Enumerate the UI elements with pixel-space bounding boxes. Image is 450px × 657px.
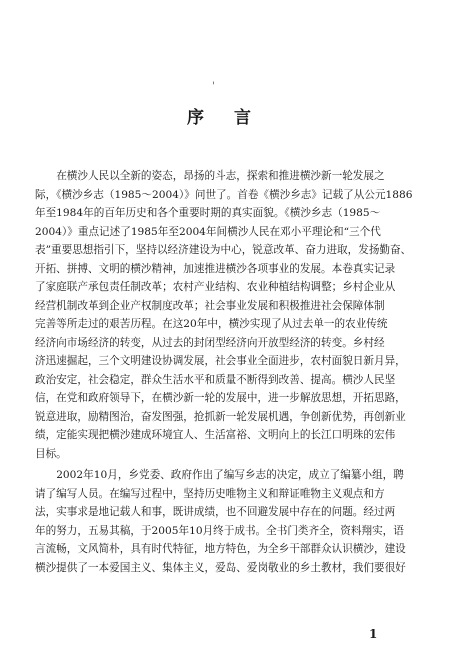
text-line: 2004）》重点记述了1985年至2004年间横沙人民在邓小平理论和“三个代 <box>35 225 381 238</box>
text-line: 信，在党和政府领导下，在横沙新一轮的发展中，进一步解放思想，开拓思路， <box>35 392 406 404</box>
text-line: 经济向市场经济的转变，从过去的封闭型经济向开放型经济的转变。乡村经 <box>35 336 385 349</box>
text-line: 际，《横沙乡志（1985～2004）》问世了。首卷《横沙乡志》记载了从公元1886 <box>35 188 413 201</box>
text-line: 年至1984年的百年历史和各个重要时期的真实面貌。《横沙乡志（1985～ <box>35 207 381 219</box>
text-line: 言流畅，文风简朴，具有时代特征，地方特色，为全乡干部群众认识横沙，建设 <box>35 543 406 555</box>
text-line: 在横沙人民以全新的姿态，昂扬的斗志，探索和推进横沙新一轮发展之 <box>56 170 385 182</box>
text-line: 请了编写人员。在编写过程中，坚持历史唯物主义和辩证唯物主义观点和方 <box>35 487 385 500</box>
text-line: 开拓、拼搏、文明的横沙精神，加速推进横沙各项事业的发展。本卷真实记录 <box>35 262 396 275</box>
text-line: 表”重要思想指引下，坚持以经济建设为中心，锐意改革、奋力进取，发扬勤奋、 <box>35 244 412 256</box>
text-line: 横沙提供了一本爱国主义、集体主义，爱岛、爱岗敬业的乡土教材，我们要很好 <box>35 561 406 574</box>
page-title: 序 言 <box>187 108 263 128</box>
text-line: 了家庭联产承包责任制改革；农村产业结构、农业种植结构调整；乡村企业从 <box>35 281 396 293</box>
text-line: 年的努力，五易其稿，于2005年10月终于成书。全书门类齐全，资料翔实，语 <box>35 524 404 537</box>
page-number: 1 <box>369 627 378 641</box>
text-line: 2002年10月，乡党委、政府作出了编写乡志的决定，成立了编纂小组，聘 <box>56 469 404 481</box>
text-line: 锐意进取，励精图治，奋发图强，抢抓新一轮发展机遇，争创新优势，再创新业 <box>35 410 406 423</box>
paragraph-1 <box>35 167 413 463</box>
preface-body <box>35 167 413 577</box>
text-line: 济迅速掘起，三个文明建设协调发展，社会事业全面进步，农村面貌日新月异， <box>35 355 406 367</box>
paragraph-2 <box>35 466 406 577</box>
text-line: 政治安定，社会稳定，群众生活水平和质量不断得到改善、提高。横沙人民坚 <box>35 373 396 386</box>
text-line: 法，实事求是地记载人和事，既讲成绩，也不回避发展中存在的问题。经过两 <box>35 506 396 518</box>
text-line: 经营机制改革到企业产权制度改革；社会事业发展和积极推进社会保障体制 <box>35 299 385 312</box>
text-line: 绩，定能实现把横沙建成环境宜人、生活富裕、文明向上的长江口明珠的宏伟 <box>35 429 396 441</box>
ornament-mark: ' <box>212 81 215 92</box>
text-line: 完善等所走过的艰苦历程。在这20年中，横沙实现了从过去单一的农业传统 <box>35 318 388 330</box>
text-line: 目标。 <box>35 447 67 460</box>
